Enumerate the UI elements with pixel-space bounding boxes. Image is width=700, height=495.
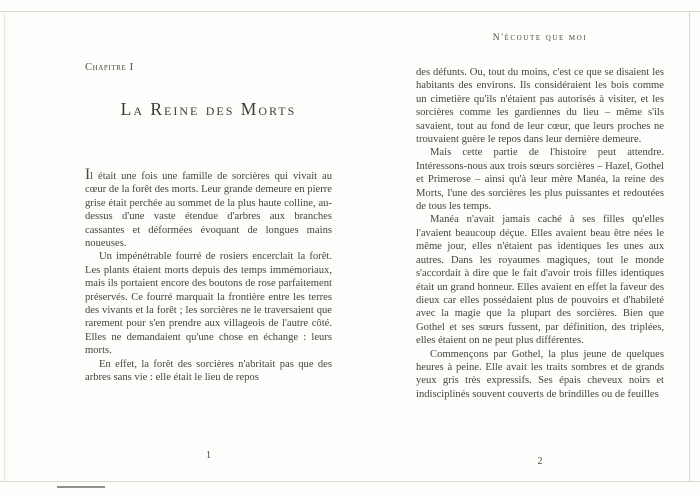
- right-page: [416, 33, 664, 401]
- paragraph: Manéa n'avait jamais caché à ses filles qu'elles l'avaient beaucoup déçue. Elles avaient beau être nées le même jour, elles n'étaient pas identiques les unes aux autres. Dans les royaumes magiques, tout le monde s'accordait à dire que le fait d'avoir trois filles identiques était un grand honneur. Elles avaient en effet la faveur des dieux car elles possédaient plus de pouvoirs et d'habileté avec la magie que la plupart des sorcières. Bien que Gothel et ses sœurs fussent, par définition, des triplées, elles étaient on ne peut plus différentes.: [416, 214, 664, 347]
- scan-artifact-mark: [57, 486, 105, 488]
- page-number-right: 2: [537, 456, 543, 467]
- scan-edge-bottom: [0, 481, 700, 482]
- chapter-title: La Reine des Morts: [120, 99, 297, 119]
- paragraph: En effet, la forêt des sorcières n'abritait pas que des arbres sans vie : elle était le lieu de repos: [85, 358, 332, 384]
- paragraph: Il était une fois une famille de sorcières qui vivait au cœur de la forêt des morts. Leur grande demeure en pierre grise était perchée au sommet de la plus haute colline, au-dessus d'une vaste étendue d'arbres aux branches cassantes et déformées évoquant de longues mains noueuses.: [85, 166, 332, 250]
- paragraph: Un impénétrable fourré de rosiers encerclait la forêt. Les plants étaient morts depuis des temps immémoriaux, mais ils portaient encore des boutons de rose parfaitement préservés. Ce fourré marquait la frontière entre les terres des vivants et la forêt ; les sorcières ne le traversaient que rarement pour s'en prendre aux villageois de l'autre côté. Elles ne demandaient qu'une chose en échange : leurs morts.: [85, 251, 332, 357]
- paragraph: Mais cette partie de l'histoire peut attendre. Intéressons-nous aux trois sœurs sorcières – Hazel, Gothel et Primerose – ainsi qu'à leur mère Manéa, la reine des Morts, l'une des sorcières les plus puissantes et redoutées de tous les temps.: [416, 147, 664, 213]
- paragraph: Commençons par Gothel, la plus jeune de quelques heures à peine. Elle avait les traits sombres et de grands yeux gris très expressifs. Ses épais cheveux noirs et indisciplinés souvent couverts de brindilles ou de feuilles: [416, 348, 664, 400]
- right-page-body: [416, 66, 664, 401]
- running-header: N'écoute que moi: [492, 33, 588, 43]
- scan-edge-top: [0, 11, 700, 12]
- chapter-label: Chapitre I: [85, 62, 134, 73]
- left-page: [85, 62, 332, 385]
- scan-edge-left: [4, 11, 5, 482]
- left-page-body: [85, 167, 332, 385]
- paragraph: des défunts. Ou, tout du moins, c'est ce que se disaient les habitants des environs. Ils considéraient les bois comme un cimetière qu'ils n'étaient pas autorisés à visiter, et les sorcières comme les gardiennes du lieu – même s'ils savaient, tout au fond de leur cœur, que leurs proches ne trouvaient guère le repos dans leur dernière demeure.: [416, 67, 664, 146]
- page-number-left: 1: [206, 450, 211, 461]
- scan-edge-right: [689, 11, 690, 482]
